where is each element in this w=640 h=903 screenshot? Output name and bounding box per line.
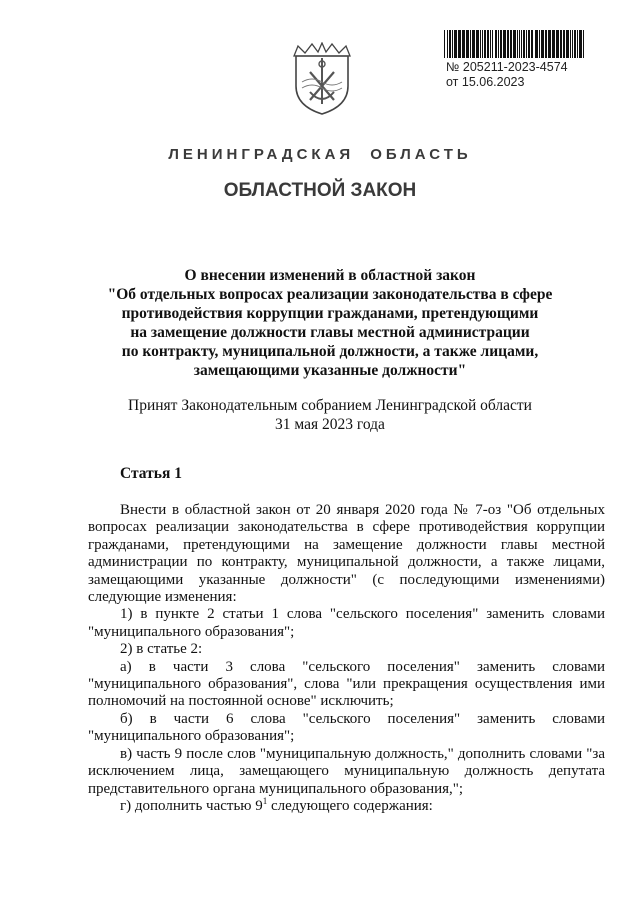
registration-block [446, 60, 568, 90]
paragraph-item-2c: в) часть 9 после слов "муниципальную должность," дополнить словами "за исключением лица, замещающего муниципальную должность депутата представительного органа муниципального образования,"; [88, 745, 605, 797]
paragraph-intro: Внести в областной закон от 20 января 2020 года № 7-оз "Об отдельных вопросах реализации законодательства в сфере противодействия коррупции гражданами, претендующими на замещение должности главы местной администрации по контракту, муниципальной должности, а также лицами, замещающими указанные должности" (с последующими изменениями) следующие изменения: [88, 502, 605, 606]
paragraph-item-2b: б) в части 6 слова "сельского поселения" заменить словами "муниципального образования"; [88, 710, 605, 745]
barcode [444, 30, 586, 58]
item-2d-suffix: следующего содержания: [267, 797, 433, 814]
law-title [60, 266, 600, 380]
title-line: на замещение должности главы местной администрации [130, 324, 530, 341]
article-body [88, 502, 605, 815]
title-line: противодействия коррупции гражданами, претендующими [121, 305, 539, 322]
registration-date: от 15.06.2023 [446, 75, 525, 89]
title-line: О внесении изменений в областной закон [184, 267, 476, 284]
adoption-note [60, 396, 600, 434]
region-word-2: ОБЛАСТЬ [370, 146, 472, 163]
document-type: ОБЛАСТНОЙ ЗАКОН [223, 180, 417, 201]
superscript-number: 1 [262, 795, 268, 806]
region-name [0, 146, 640, 163]
paragraph-item-2d [88, 795, 605, 815]
title-line: "Об отдельных вопросах реализации законодательства в сфере [107, 286, 553, 303]
title-line: по контракту, муниципальной должности, а также лицами, [121, 343, 539, 360]
item-2d-text: г) дополнить частью 9 [120, 797, 263, 814]
paragraph-item-2a: а) в части 3 слова "сельского поселения" заменить словами "муниципального образования", слова "или прекращения осуществления ими полномочий на постоянной основе" исключить; [88, 658, 605, 710]
registration-number: № 205211-2023-4574 [446, 60, 568, 74]
adoption-date: 31 мая 2023 года [275, 416, 385, 433]
coat-of-arms-emblem [292, 42, 352, 116]
paragraph-item-1: 1) в пункте 2 статьи 1 слова "сельского поселения" заменить словами "муниципального образования"; [88, 606, 605, 640]
paragraph-item-2: 2) в статье 2: [120, 641, 203, 658]
title-line: замещающими указанные должности" [193, 362, 467, 379]
adoption-line: Принят Законодательным собранием Ленинградской области [128, 397, 532, 414]
region-word-1: ЛЕНИНГРАДСКАЯ [168, 146, 355, 163]
article-heading: Статья 1 [120, 465, 182, 482]
